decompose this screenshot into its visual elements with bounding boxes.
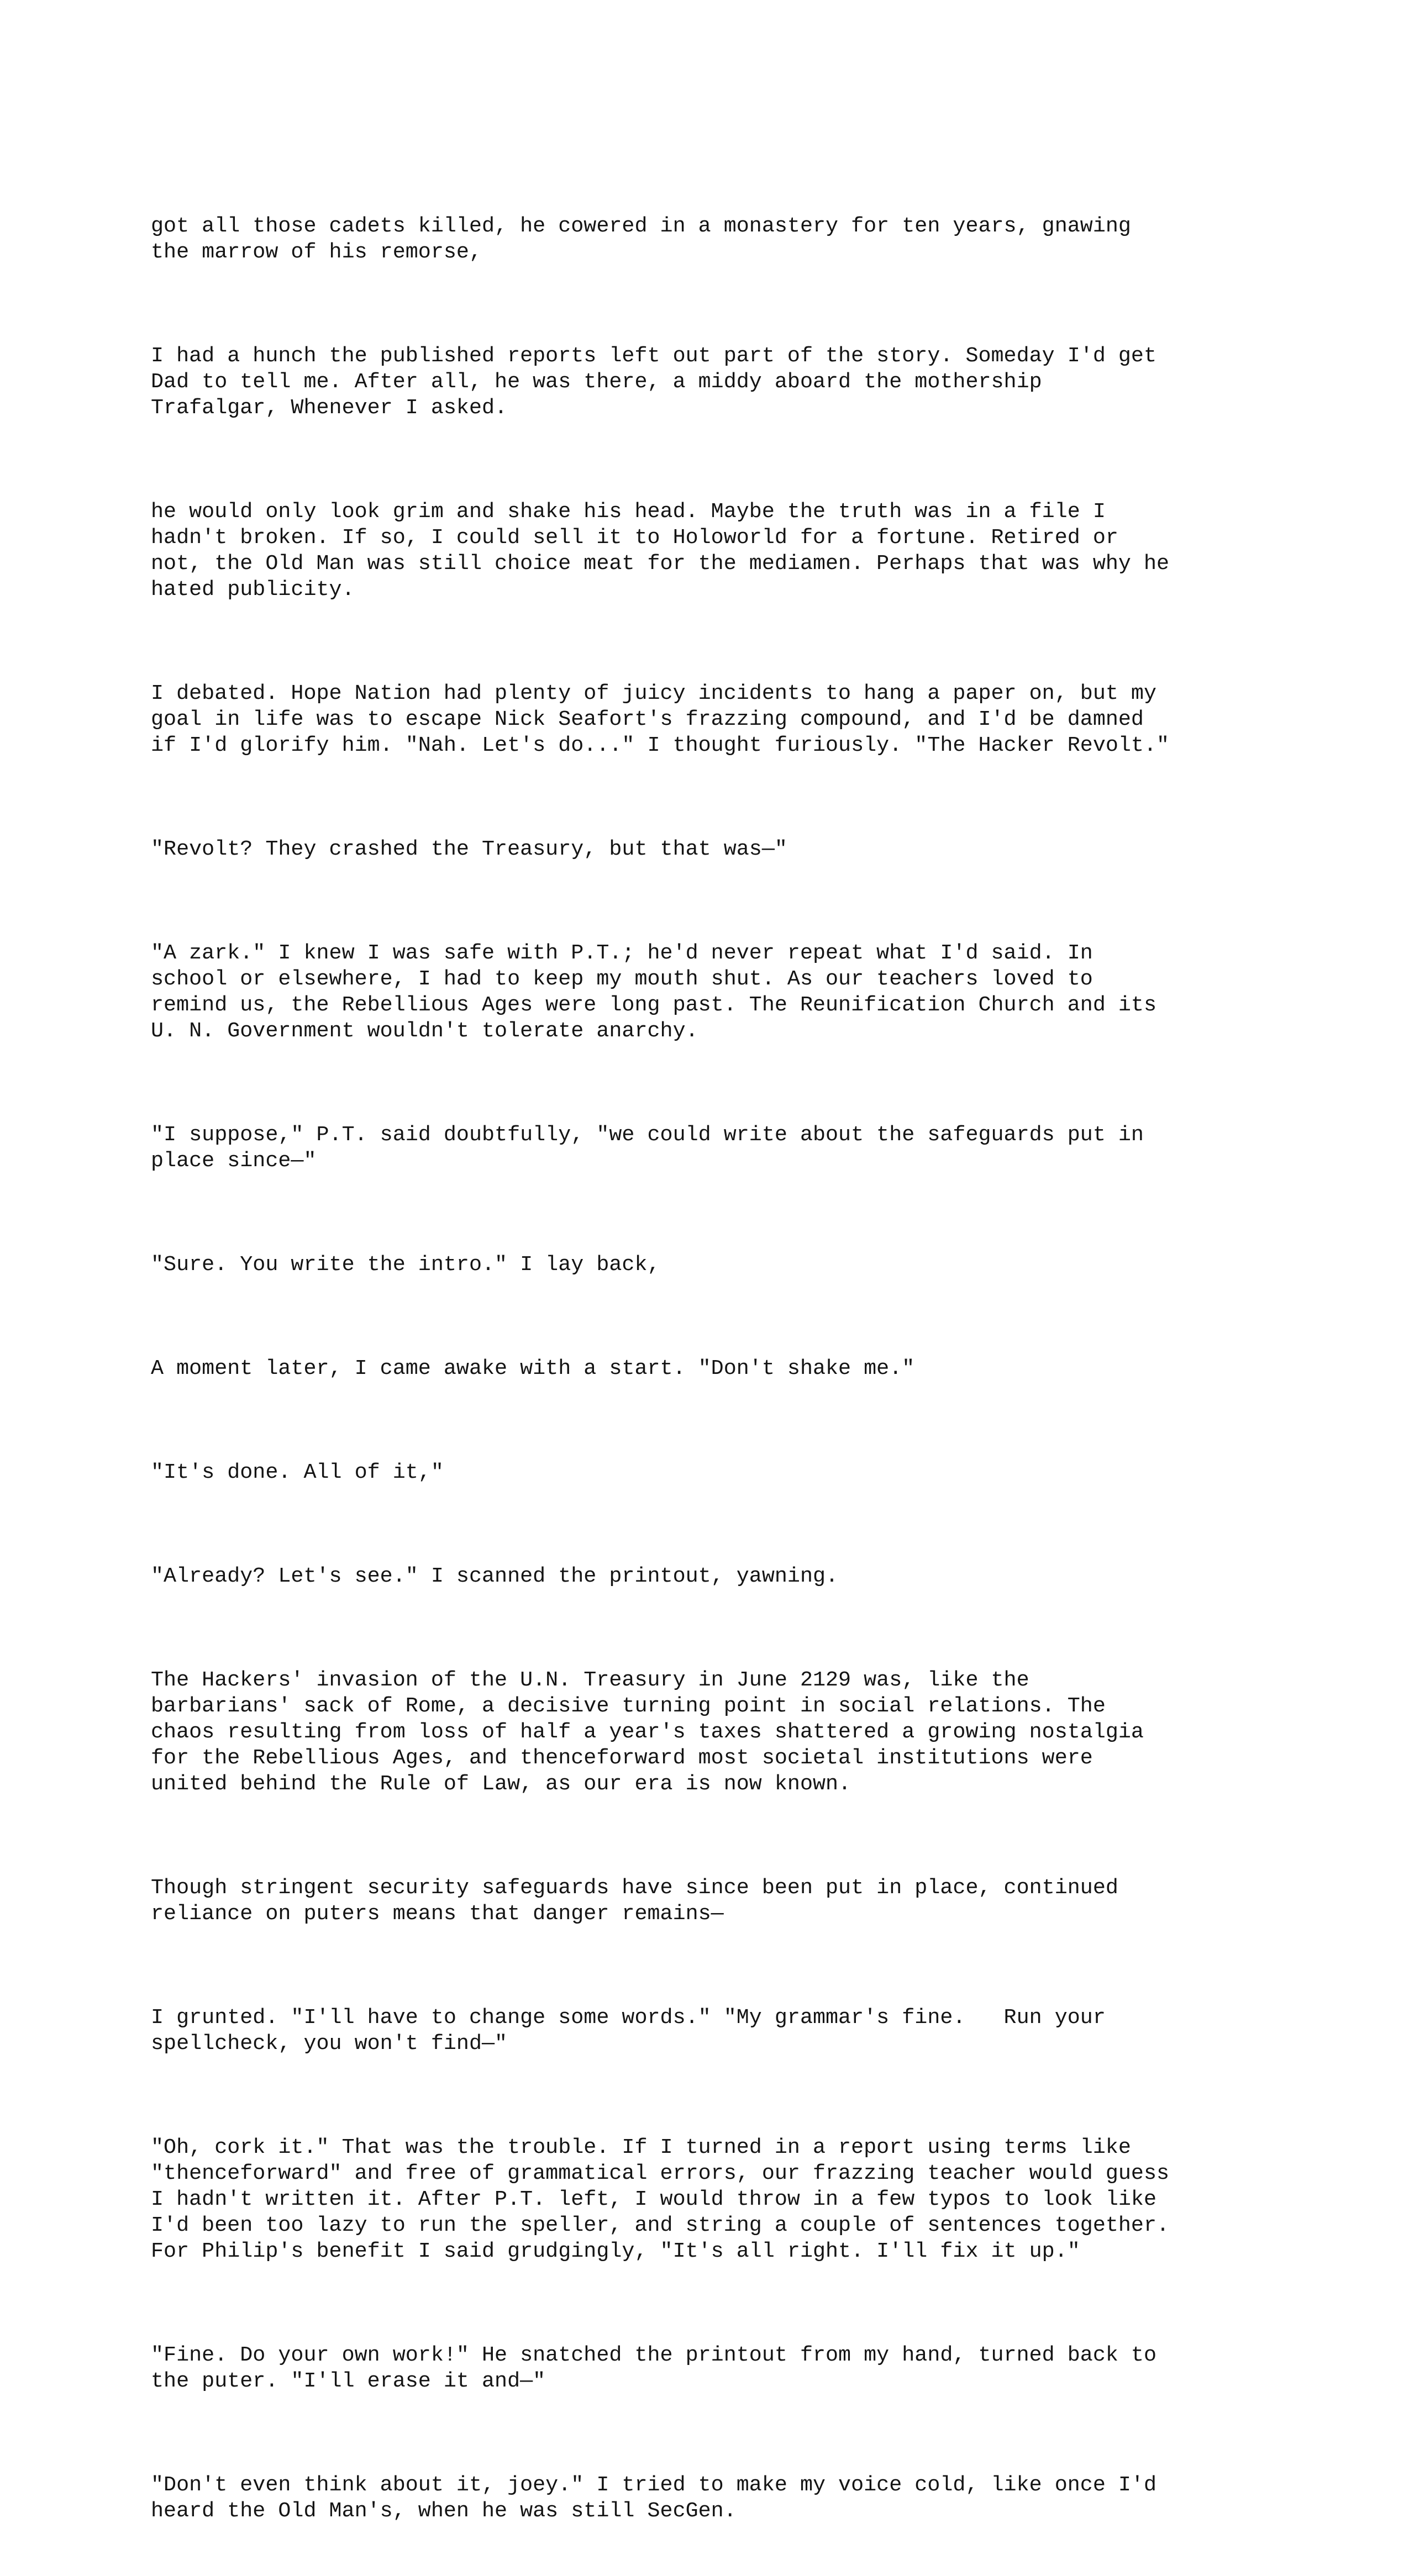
paragraph: I had a hunch the published reports left out part of the story. Someday I'd get Dad to tell me. After all, he was there, a middy aboard the mothership Trafalgar, Whenever I asked. bbox=[151, 344, 1157, 420]
paragraph: "I suppose," P.T. said doubtfully, "we could write about the safeguards put in place since—" bbox=[151, 1123, 1144, 1173]
document-body bbox=[151, 161, 1261, 2576]
paragraph: Though stringent security safeguards have since been put in place, continued reliance on puters means that danger remains— bbox=[151, 1876, 1118, 1926]
paragraph: "Oh, cork it." That was the trouble. If I turned in a report using terms like "thenceforward" and free of grammatical errors, our frazzing teacher would guess I hadn't written it. After P.T. left, I would throw in a few typos to look like I'd been too lazy to run the speller, and string a couple of sentences together. For Philip's benefit I said grudgingly, "It's all right. I'll fix it up." bbox=[151, 2135, 1170, 2263]
paragraph: "Already? Let's see." I scanned the printout, yawning. bbox=[151, 1564, 839, 1588]
paragraph: he would only look grim and shake his head. Maybe the truth was in a file I hadn't broken. If so, I could sell it to Holoworld for a fortune. Retired or not, the Old Man was still choice meat for the mediamen. Perhaps that was why he hated publicity. bbox=[151, 499, 1170, 602]
paragraph: "A zark." I knew I was safe with P.T.; he'd never repeat what I'd said. In school or elsewhere, I had to keep my mouth shut. As our teachers loved to remind us, the Rebellious Ages were long past. The Reunification Church and its U. N. Government wouldn't tolerate anarchy. bbox=[151, 941, 1157, 1043]
paragraph: A moment later, I came awake with a start. "Don't shake me." bbox=[151, 1356, 915, 1381]
paragraph: got all those cadets killed, he cowered in a monastery for ten years, gnawing the marrow of his remorse, bbox=[151, 214, 1131, 264]
paragraph: I debated. Hope Nation had plenty of juicy incidents to hang a paper on, but my goal in life was to escape Nick Seafort's frazzing compound, and I'd be damned if I'd glorify him. "Nah. Let's do..." I thought furiously. "The Hacker Revolt." bbox=[151, 681, 1170, 757]
paragraph: I grunted. "I'll have to change some words." "My grammar's fine. Run your spellcheck, you won't find—" bbox=[151, 2005, 1106, 2056]
paragraph: "Don't even think about it, joey." I tried to make my voice cold, like once I'd heard the Old Man's, when he was still SecGen. bbox=[151, 2473, 1157, 2523]
paragraph: "Sure. You write the intro." I lay back, bbox=[151, 1252, 660, 1277]
paragraph: "Revolt? They crashed the Treasury, but that was—" bbox=[151, 837, 787, 861]
paragraph: "Fine. Do your own work!" He snatched the printout from my hand, turned back to the puter. "I'll erase it and—" bbox=[151, 2343, 1157, 2393]
paragraph: "It's done. All of it," bbox=[151, 1460, 444, 1484]
paragraph: The Hackers' invasion of the U.N. Treasury in June 2129 was, like the barbarians' sack of Rome, a decisive turning point in social relations. The chaos resulting from loss of half a year's taxes shattered a growing nostalgia for the Rebellious Ages, and thenceforward most societal institutions were united behind the Rule of Law, as our era is now known. bbox=[151, 1668, 1144, 1796]
